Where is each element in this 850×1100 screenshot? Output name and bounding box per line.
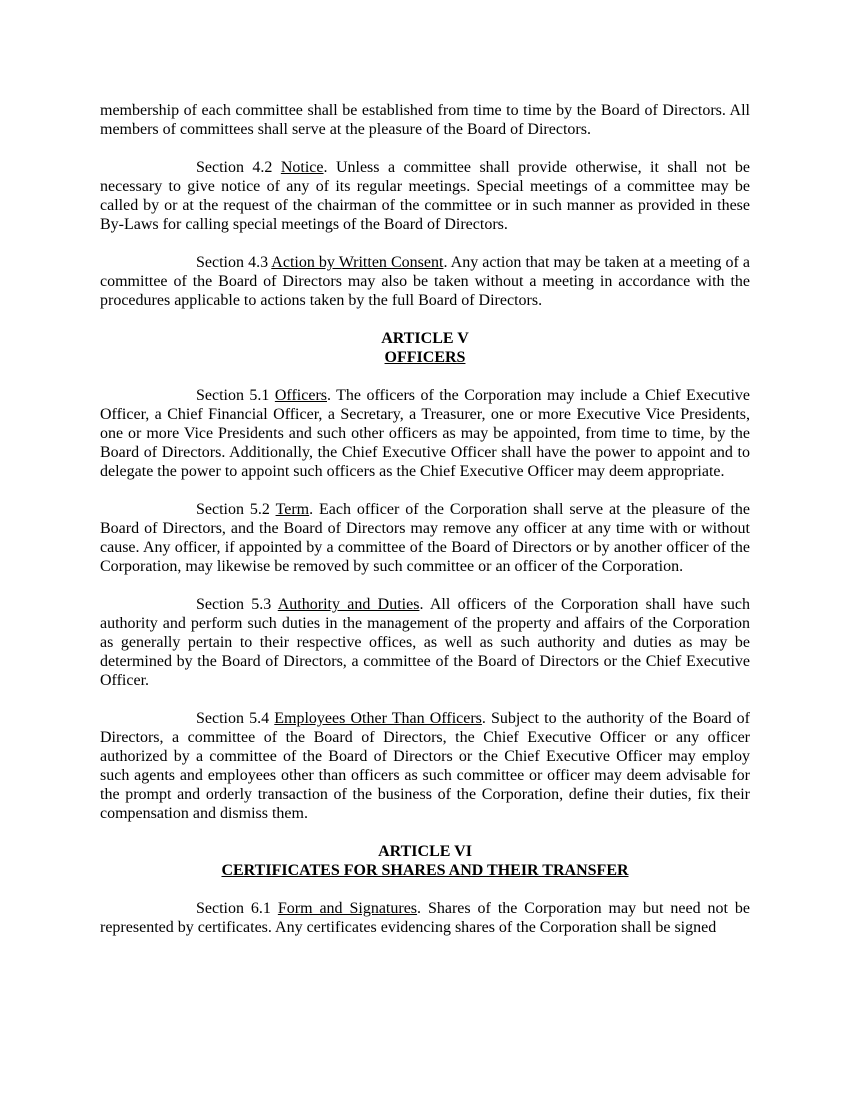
article-heading-line [100, 348, 750, 367]
text-run: Section 5.2 [196, 501, 276, 518]
paragraph [100, 595, 750, 690]
paragraph [100, 253, 750, 310]
paragraph [100, 500, 750, 576]
section-title-underlined: Action by Written Consent [271, 254, 444, 271]
article-heading [100, 842, 750, 880]
text-run: Section 5.1 [196, 387, 275, 404]
text-run: membership of each committee shall be established from time to time by the Board of Directors. All members of committees shall serve at the pleasure of the Board of Directors. [100, 102, 750, 138]
text-run: . Any action that may be taken at a meeting of a committee of the Board of Directors may also be taken without a meeting in accordance with the procedures applicable to actions taken by the full Board of Directors. [100, 254, 751, 309]
text-run: . The officers of the Corporation may include a Chief Executive Officer, a Chief Financial Officer, a Secretary, a Treasurer, one or more Executive Vice Presidents, one or more Vice Presidents and such other officers as may be appointed, from time to time, by the Board of Directors. Additionally, the Chief Executive Officer shall have the power to appoint and to delegate the power to appoint such officers as the Chief Executive Officer may deem appropriate. [100, 387, 750, 480]
text-run: . Unless a committee shall provide otherwise, it shall not be necessary to give notice of any of its regular meetings. Special meetings of a committee may be called by or at the request of the chairman of the committee or in such manner as provided in these By-Laws for calling special meetings of the Board of Directors. [100, 159, 750, 233]
text-run: Section 5.4 [196, 710, 275, 727]
heading-text: ARTICLE VI [378, 843, 472, 860]
text-run: Section 4.3 [196, 254, 272, 271]
section-title-underlined: Authority and Duties [277, 596, 420, 613]
section-title-underlined: Officers [274, 387, 327, 404]
heading-text: ARTICLE V [381, 330, 469, 347]
paragraph [100, 158, 750, 234]
text-run: Section 6.1 [196, 900, 278, 917]
article-heading [100, 329, 750, 367]
article-heading-line [100, 861, 750, 880]
paragraph [100, 899, 750, 937]
document-body [100, 101, 750, 937]
text-run: . Shares of the Corporation may but need not be represented by certificates. Any certificates evidencing shares of the Corporation shall be signed [100, 900, 751, 936]
paragraph [100, 101, 750, 139]
paragraph [100, 709, 750, 823]
heading-text: CERTIFICATES FOR SHARES AND THEIR TRANSFER [221, 862, 629, 879]
article-heading-line [100, 329, 750, 348]
paragraph [100, 386, 750, 481]
text-run: . Each officer of the Corporation shall serve at the pleasure of the Board of Directors, and the Board of Directors may remove any officer at any time with or without cause. Any officer, if appointed by a committee of the Board of Directors or by another officer of the Corporation, may likewise be removed by such committee or an officer of the Corporation. [100, 501, 751, 575]
article-heading-line [100, 842, 750, 861]
text-run: Section 4.2 [196, 159, 281, 176]
text-run: . Subject to the authority of the Board of Directors, a committee of the Board of Directors, the Chief Executive Officer or any officer authorized by a committee of the Board of Directors or the Chief Executive Officer may employ such agents and employees other than officers as such committee or officer may deem advisable for the prompt and orderly transaction of the business of the Corporation, define their duties, fix their compensation and dismiss them. [100, 710, 751, 822]
section-title-underlined: Notice [280, 159, 324, 176]
text-run: Section 5.3 [196, 596, 278, 613]
section-title-underlined: Employees Other Than Officers [274, 710, 482, 727]
text-run: . All officers of the Corporation shall have such authority and perform such duties in the management of the property and affairs of the Corporation as generally pertain to their respective offices, as well as such authority and duties as may be determined by the Board of Directors, a committee of the Board of Directors or the Chief Executive Officer. [100, 596, 751, 689]
section-title-underlined: Term [275, 501, 310, 518]
section-title-underlined: Form and Signatures [277, 900, 418, 917]
heading-text: OFFICERS [384, 349, 466, 366]
